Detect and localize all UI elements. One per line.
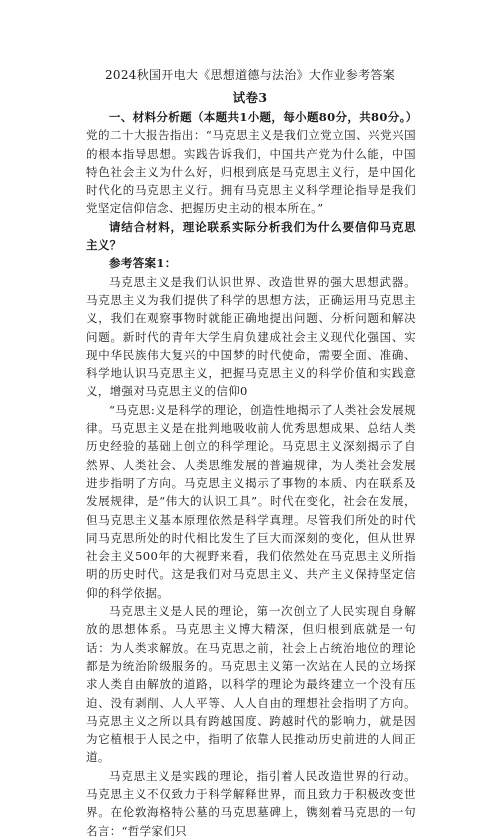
answer-paragraph-4: 马克思主义是实践的理论，指引着人民改造世界的行动。马克思主义不仅致力于科学解释世界，而且致力于积极改变世界。在伦敦海格特公墓的马克思墓碑上，镌刻着马克思的一句名言：“哲学家们只 xyxy=(86,768,416,838)
answer-label: 参考答案1： xyxy=(109,256,177,271)
document-body xyxy=(86,108,416,840)
answer-paragraph-3: 马克思主义是人民的理论，第一次创立了人民实现自身解放的思想体系。马克思主义博大精深，但归根到底就是一句话：为人类求解放。在马克思之前，社会上占统治地位的理论都是为统治阶级服务的。马克思主义第一次站在人民的立场探求人类自由解放的道路，以科学的理论为最终建立一个没有压迫、没有剥削、人人平等、人人自由的理想社会指明了方向。马克思主义之所以具有跨越国度、跨越时代的影响力，就是因为它植根于人民之中，指明了依靠人民推动历史前进的人间正道。 xyxy=(86,604,416,765)
material-text: 党的二十大报告指出：“马克思主义是我们立党立国、兴党兴国的根本指导思想。实践告诉我们，中国共产党为什么能，中国特色社会主义为什么好，归根到底是马克思主义行，是中国化时代化的马克思主义行。拥有马克思主义科学理论指导是我们党坚定信仰信念、把握历史主动的根本所在。” xyxy=(86,128,416,216)
question-text: 请结合材料，理论联系实际分析我们为什么要信仰马克思主义？ xyxy=(86,219,416,253)
answer-paragraph-1: 马克思主义是我们认识世界、改造世界的强大思想武器。马克思主义为我们提供了科学的思想方法，正确运用马克思主义，我们在观察事物时就能正确地提出问题、分析问题和解决问题。新时代的青年大学生肩负建成社会主义现代化强国、实现中华民族伟大复兴的中国梦的时代使命，需要全面、准确、科学地认识马克思主义，把握马克思主义的科学价值和实践意义，增强对马克思主义的信仰0 xyxy=(86,274,416,399)
document-title: 2024秋国开电大《思想道德与法治》大作业参考答案 xyxy=(104,68,396,82)
paper-label: 试卷3 xyxy=(232,90,268,105)
section-heading: 一、材料分析题（本题共1小题，每小题80分，共80分。） xyxy=(109,110,418,124)
material-paragraph xyxy=(86,108,416,218)
answer-paragraph-2: “马克思:义是科学的理论，创造性地揭示了人类社会发展规律。马克思主义是在批判地吸收前人优秀思想成果、总结人类历史经验的基础上创立的科学理论。马克思主义深刻揭示了自然界、人类社会、人类思维发展的普遍规律，为人类社会发展进步指明了方向。马克思主义揭示了事物的本质、内在联系及发展规律，是“伟大的认识工具”。时代在变化，社会在发展，但马克思主义基本原理依然是科学真理。尽管我们所处的时代同马克思所处的时代相比发生了巨大而深刻的变化，但从世界社会主义500年的大视野来看，我们依然处在马克思主义所指明的历史时代。这是我们对马克思主义、共产主义保持坚定信仰的科学依据。 xyxy=(86,402,416,600)
